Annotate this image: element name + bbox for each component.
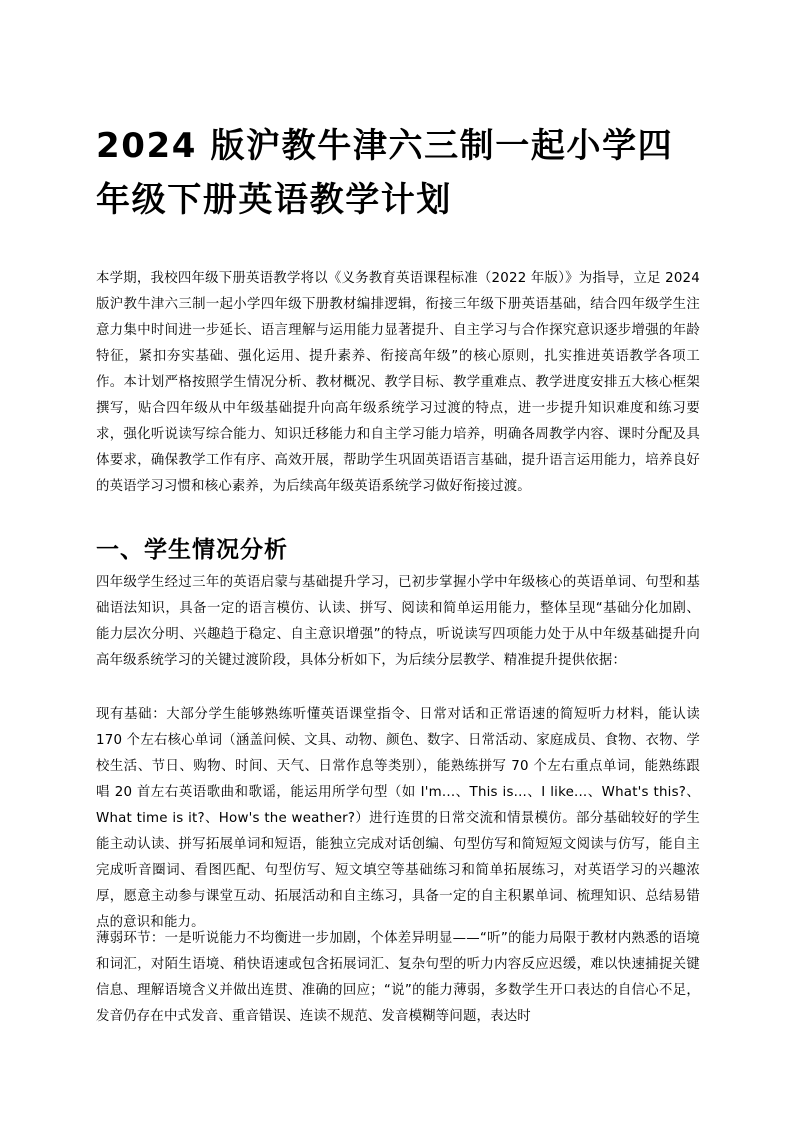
- weak-points-paragraph: 薄弱环节：一是听说能力不均衡进一步加剧，个体差异明显——“听”的能力局限于教材内熟悉的语境和词汇，对陌生语境、稍快语速或包含拓展词汇、复杂句型的听力内容反应迟缓，难以快速捕捉关键信息、理解语境含义并做出连贯、准确的回应；“说”的能力薄弱，多数学生开口表达的自信心不足，发音仍存在中式发音、重音错误、连读不规范、发音模糊等问题，表达时: [96, 931, 700, 1024]
- intro-paragraph: 本学期，我校四年级下册英语教学将以《义务教育英语课程标准（2022 年版）》为指导，立足 2024 版沪教牛津六三制一起小学四年级下册教材编排逻辑，衔接三年级下册英语基础，结合四年级学生注意力集中时间进一步延长、语言理解与运用能力显著提升、自主学习与合作探究意识逐步增强的年龄特征，紧扣夯实基础、强化运用、提升素养、衔接高年级”的核心原则，扎实推进英语教学各项工作。本计划严格按照学生情况分析、教材概况、教学目标、教学重难点、教学进度安排五大核心框架撰写，贴合四年级从中年级基础提升向高年级系统学习过渡的特点，进一步提升知识难度和练习要求，强化听说读写综合能力、知识迁移能力和自主学习能力培养，明确各周教学内容、课时分配及具体要求，确保教学工作有序、高效开展，帮助学生巩固英语语言基础，提升语言运用能力，培养良好的英语学习习惯和核心素养，为后续高年级英语系统学习做好衔接过渡。: [96, 271, 700, 494]
- section-heading-student-analysis: 一、学生情况分析: [96, 537, 288, 563]
- document-title: 2024 版沪教牛津六三制一起小学四年级下册英语教学计划: [96, 126, 674, 220]
- student-analysis-paragraph: 四年级学生经过三年的英语启蒙与基础提升学习，已初步掌握小学中年级核心的英语单词、句型和基础语法知识，具备一定的语言模仿、认读、拼写、阅读和简单运用能力，整体呈现“基础分化加剧、能力层次分明、兴趣趋于稳定、自主意识增强”的特点，听说读写四项能力处于从中年级基础提升向高年级系统学习的关键过渡阶段，具体分析如下，为后续分层教学、精准提升提供依据：: [96, 575, 700, 668]
- existing-foundation-paragraph: 现有基础：大部分学生能够熟练听懂英语课堂指令、日常对话和正常语速的简短听力材料，能认读 170 个左右核心单词（涵盖问候、文具、动物、颜色、数字、日常活动、家庭成员、食物、衣物、学校生活、节日、购物、时间、天气、日常作息等类别），能熟练拼写 70 个左右重点单词，能熟练跟唱 20 首左右英语歌曲和歌谣，能运用所学句型（如 I'm...、This is...、I like...、What's this?、What time is it?、How's the weather?）进行连贯的日常交流和情景模仿。部分基础较好的学生能主动认读、拼写拓展单词和短语，能独立完成对话创编、句型仿写和简短短文阅读与仿写，能自主完成听音圈词、看图匹配、句型仿写、短文填空等基础练习和简单拓展练习，对英语学习的兴趣浓厚，愿意主动参与课堂互动、拓展活动和自主练习，具备一定的自主积累单词、梳理知识、总结易错点的意识和能力。: [96, 707, 700, 930]
